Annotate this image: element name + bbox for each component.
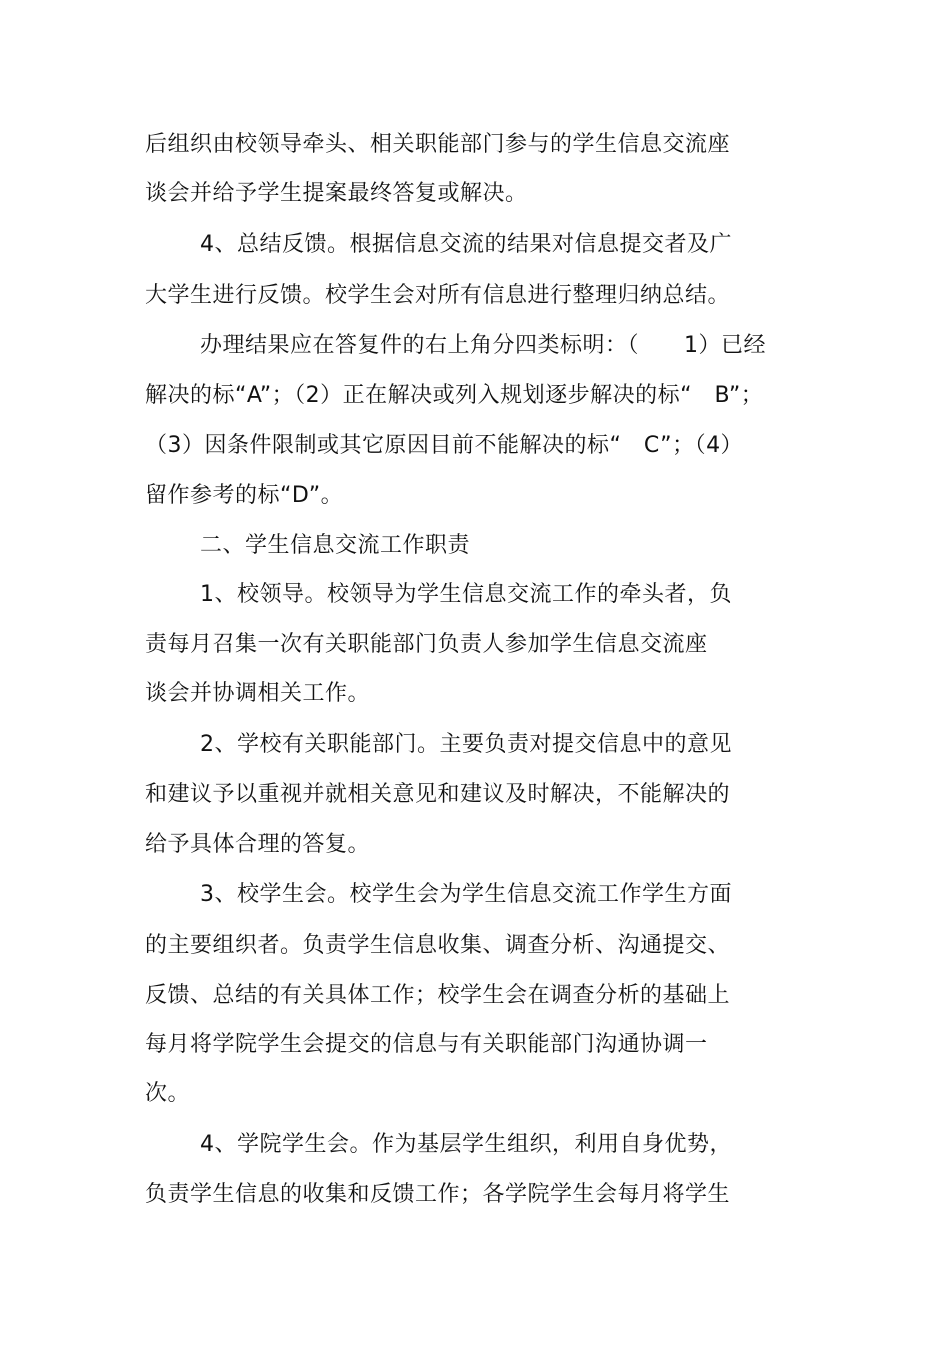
text-line: 4、总结反馈。根据信息交流的结果对信息提交者及广 — [200, 232, 732, 257]
text-line: 后组织由校领导牵头、相关职能部门参与的学生信息交流座 — [145, 132, 731, 157]
text-line: 负责学生信息的收集和反馈工作；各学院学生会每月将学生 — [145, 1182, 731, 1207]
text-line: 3、校学生会。校学生会为学生信息交流工作学生方面 — [200, 882, 732, 907]
section-heading: 二、学生信息交流工作职责 — [200, 533, 471, 558]
text-line: 留作参考的标“D”。 — [145, 483, 344, 508]
text-line: 责每月召集一次有关职能部门负责人参加学生信息交流座 — [145, 632, 708, 657]
text-line: 4、学院学生会。作为基层学生组织，利用自身优势， — [200, 1132, 732, 1157]
text-line: 谈会并给予学生提案最终答复或解决。 — [145, 181, 528, 206]
text-line: 大学生进行反馈。校学生会对所有信息进行整理归纳总结。 — [145, 283, 731, 308]
text-line: 1、校领导。校领导为学生信息交流工作的牵头者，负 — [200, 582, 732, 607]
text-line: 解决的标“A”；（2）正在解决或列入规划逐步解决的标“ B”； — [145, 383, 764, 408]
text-line: （3）因条件限制或其它原因目前不能解决的标“ C”；（4） — [145, 433, 744, 458]
text-line: 2、学校有关职能部门。主要负责对提交信息中的意见 — [200, 732, 732, 757]
text-line: 的主要组织者。负责学生信息收集、调查分析、沟通提交、 — [145, 933, 731, 958]
text-line: 反馈、总结的有关具体工作；校学生会在调查分析的基础上 — [145, 983, 731, 1008]
text-line: 谈会并协调相关工作。 — [145, 681, 371, 706]
text-line: 次。 — [145, 1081, 191, 1106]
text-line: 办理结果应在答复件的右上角分四类标明：（ 1）已经 — [200, 333, 766, 358]
text-line: 和建议予以重视并就相关意见和建议及时解决，不能解决的 — [145, 782, 731, 807]
text-line: 每月将学院学生会提交的信息与有关职能部门沟通协调一 — [145, 1032, 708, 1057]
text-line: 给予具体合理的答复。 — [145, 832, 371, 857]
